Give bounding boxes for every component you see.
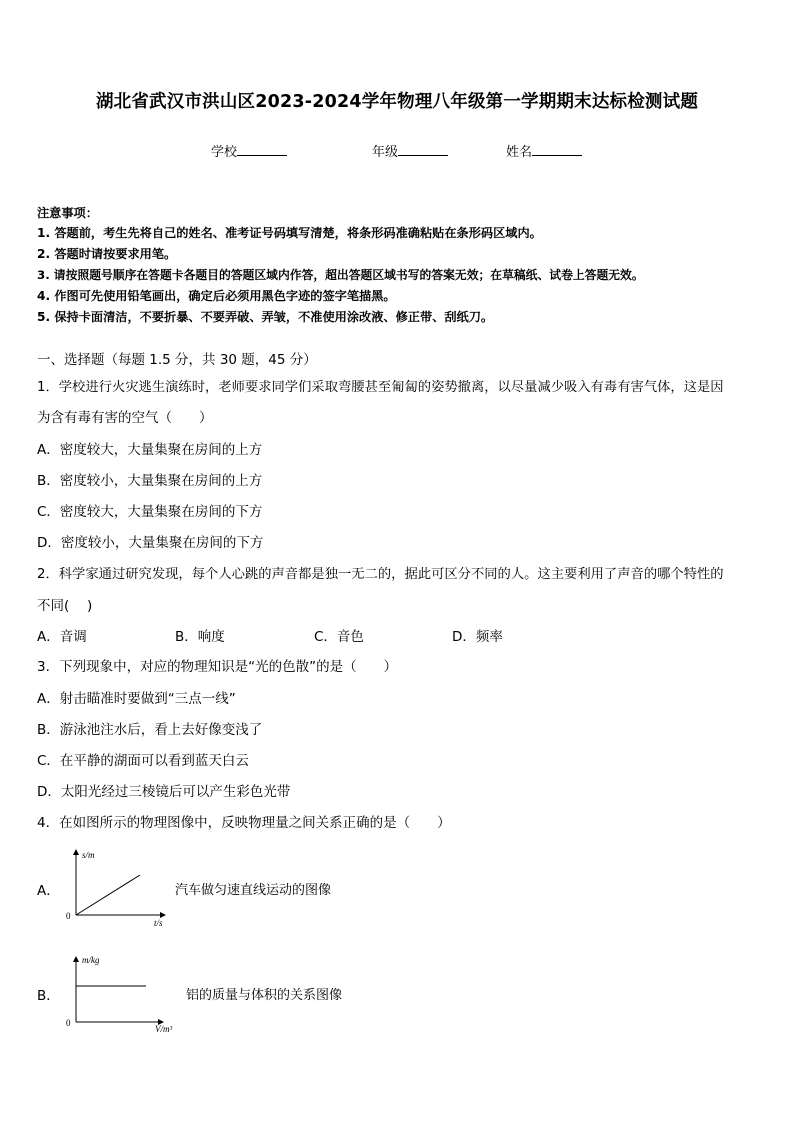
q3-option-a: A．射击瞄准时要做到“三点一线”: [37, 691, 236, 707]
q4-option-a-desc: 汽车做匀速直线运动的图像: [175, 883, 332, 898]
q4-stem: 4．在如图所示的物理图像中，反映物理量之间关系正确的是（ ）: [37, 815, 451, 831]
y-axis-arrow-icon: [73, 849, 79, 855]
q1-option-c: C．密度较大，大量集聚在房间的下方: [37, 504, 263, 520]
notice-item: 4. 作图可先使用铅笔画出，确定后必须用黑色字迹的签字笔描黑。: [37, 289, 396, 303]
notice-item: 3. 请按照题号顺序在答题卡各题目的答题区域内作答，超出答题区域书写的答案无效；在草稿纸、试卷上答题无效。: [37, 268, 644, 282]
q4-graph-b: [62, 952, 182, 1036]
name-label: 姓名: [506, 145, 533, 160]
notice-heading: 注意事项：: [37, 206, 98, 220]
origin-label: 0: [66, 911, 71, 921]
q2-stem: 2．科学家通过研究发现，每个人心跳的声音都是独一无二的，据此可区分不同的人。这主要利用了声音的哪个特性的: [37, 567, 724, 582]
graph-line: [76, 875, 140, 915]
q2-stem-cont: 不同( ): [37, 598, 93, 614]
q3-option-c: C．在平静的湖面可以看到蓝天白云: [37, 753, 249, 769]
notice-item: 5. 保持卡面清洁，不要折暴、不要弄破、弄皱，不准使用涂改液、修正带、刮纸刀。: [37, 310, 494, 324]
q3-option-b: B．游泳池注水后，看上去好像变浅了: [37, 722, 263, 738]
grade-label: 年级: [372, 145, 399, 160]
q2-option-b: B．响度: [175, 629, 225, 645]
notice-item: 2. 答题时请按要求用笔。: [37, 247, 177, 261]
q3-stem: 3．下列现象中，对应的物理知识是“光的色散”的是（ ）: [37, 659, 398, 675]
y-axis-arrow-icon: [73, 956, 79, 962]
x-axis-label: V/m³: [155, 1024, 173, 1034]
q4-graph-a: [60, 845, 170, 930]
origin-label: 0: [66, 1018, 71, 1028]
school-label: 学校: [211, 145, 238, 160]
q1-option-a: A．密度较大，大量集聚在房间的上方: [37, 442, 263, 458]
page-title: 湖北省武汉市洪山区2023-2024学年物理八年级第一学期期末达标检测试题: [95, 92, 699, 112]
q2-option-a: A．音调: [37, 629, 87, 645]
name-field[interactable]: [506, 141, 582, 160]
q2-option-c: C．音色: [314, 629, 364, 645]
q1-stem-cont: 为含有毒有害的空气（ ）: [37, 410, 213, 426]
section-heading: 一、选择题（每题 1.5 分，共 30 题，45 分）: [37, 352, 317, 368]
y-axis-label: m/kg: [82, 955, 100, 965]
school-field[interactable]: [211, 141, 287, 160]
q3-option-d: D．太阳光经过三棱镜后可以产生彩色光带: [37, 784, 291, 800]
q1-option-d: D．密度较小，大量集聚在房间的下方: [37, 535, 264, 551]
x-axis-label: t/s: [154, 918, 163, 928]
q2-option-d: D．频率: [452, 629, 503, 645]
q1-option-b: B．密度较小，大量集聚在房间的上方: [37, 473, 263, 489]
grade-field[interactable]: [372, 141, 448, 160]
q4-option-b-desc: 铝的质量与体积的关系图像: [186, 988, 343, 1003]
notice-item: 1. 答题前，考生先将自己的姓名、准考证号码填写清楚，将条形码准确粘贴在条形码区域内。: [37, 226, 542, 240]
q1-stem: 1．学校进行火灾逃生演练时，老师要求同学们采取弯腰甚至匍匐的姿势撤离，以尽量减少吸入有毒有害气体，这是因: [37, 380, 724, 395]
y-axis-label: s/m: [82, 850, 95, 860]
q4-option-b-letter: B．: [37, 988, 60, 1004]
q4-option-a-letter: A．: [37, 883, 60, 899]
